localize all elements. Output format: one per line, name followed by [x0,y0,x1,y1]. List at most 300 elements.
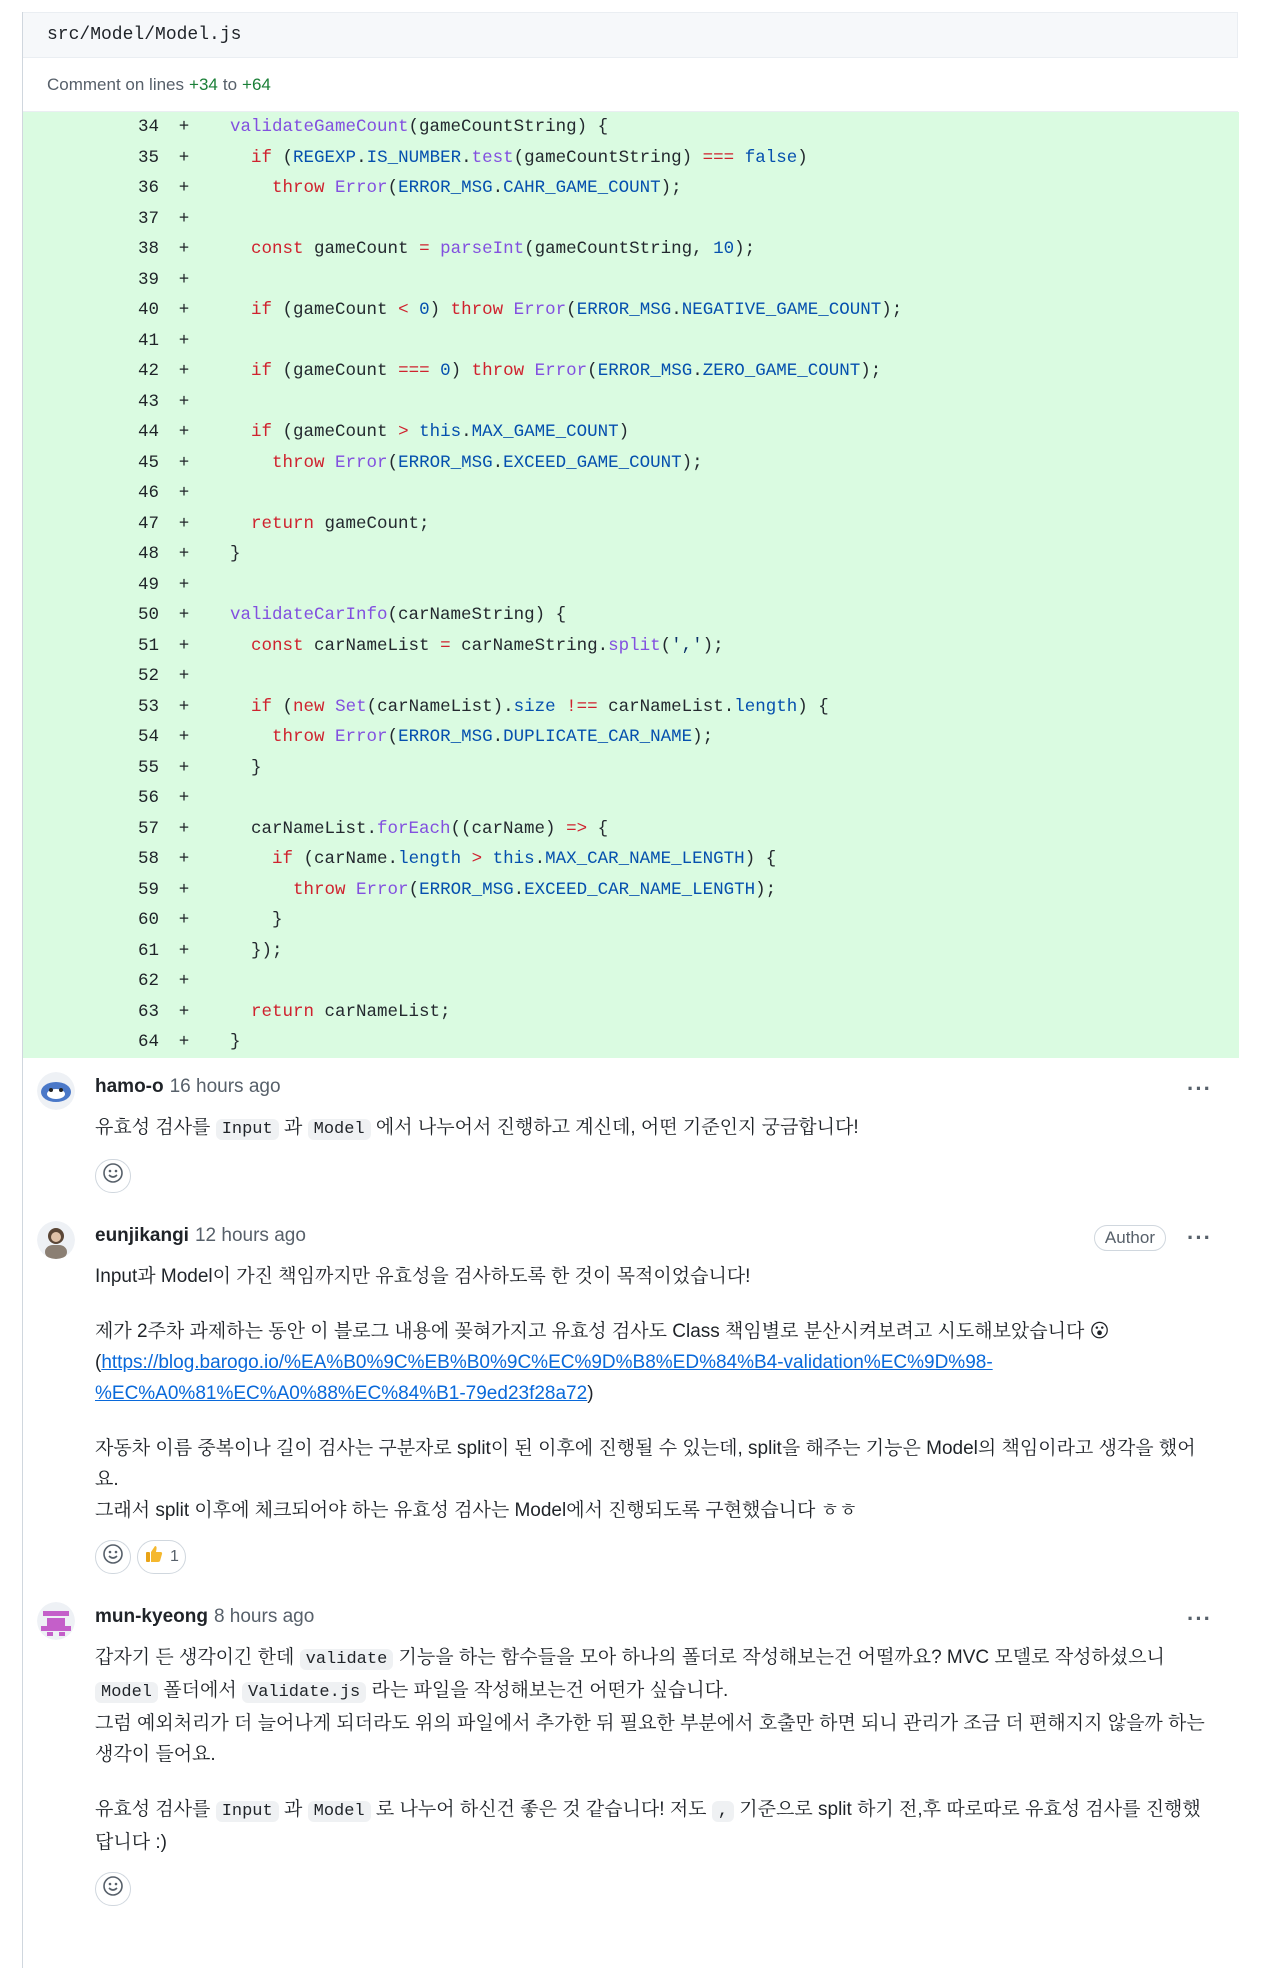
inline-code: Validate.js [242,1682,366,1703]
code-token: CAHR_GAME_COUNT [503,178,661,199]
code-token: if [251,300,273,321]
code-token: carNameString. [450,635,609,656]
code-token: ERROR_MSG [597,361,693,382]
code-token: ); [692,727,714,748]
code-token: } [209,910,283,931]
code-token: split [608,635,661,656]
line-number[interactable]: 64 [137,1032,159,1053]
add-reaction-button[interactable] [95,1540,131,1574]
comment-paragraph [95,1433,1208,1526]
line-number[interactable]: 55 [137,757,159,778]
code-token: ',' [671,635,703,656]
diff-line [23,600,1239,631]
code-content [209,1002,451,1022]
code-token: const [251,239,304,260]
diff-line [23,326,1239,357]
diff-line [23,661,1239,692]
code-token: length [398,849,462,870]
diff-addition-marker: + [178,1001,190,1022]
thumbs-up-icon [144,1544,164,1569]
diff-addition-marker: + [178,605,190,626]
code-token: ( [387,727,399,748]
diff-addition-marker: + [178,849,190,870]
diff-line [23,509,1239,540]
code-token: ); [734,239,756,260]
thumbs-up-reaction[interactable] [137,1540,186,1574]
code-token: < [398,300,409,321]
code-token: 0 [440,361,451,382]
diff-addition-marker: + [178,788,190,809]
code-token: length [734,696,798,717]
code-token [209,148,251,168]
code-token: return [251,1001,315,1022]
external-link[interactable]: https://blog.barogo.io/%EA%B0%9C%EB%B0%9C%EC%9D%B8%ED%84%B4-validation%EC%9D%98-%EC%A0%81%EC%A0%88%EC%84%B1-79ed23f28a72 [95,1351,993,1404]
code-token: ERROR_MSG [398,727,493,748]
code-token: (gameCount [272,361,399,382]
code-token: DUPLICATE_CAR_NAME [503,727,693,748]
review-comment [23,1219,1238,1574]
code-token: !== [566,696,598,717]
code-token: (carName. [293,849,399,870]
avatar[interactable] [37,1602,75,1640]
code-token: if [251,361,273,382]
code-token [524,361,535,381]
code-token: Error [356,879,409,900]
comment-paragraph [95,1642,1208,1770]
smiley-icon [102,1543,124,1570]
line-number[interactable]: 40 [137,300,159,321]
code-token [482,849,493,869]
line-number[interactable]: 58 [137,849,159,870]
code-token [461,849,472,869]
diff-line [23,631,1239,662]
code-token: . [671,300,682,321]
code-token: IS_NUMBER [366,147,462,168]
code-token: ERROR_MSG [419,879,514,900]
code-token: . [492,727,504,748]
line-number[interactable]: 35 [137,147,159,168]
comment-timestamp[interactable]: 8 hours ago [213,1605,315,1627]
diff-addition-marker: + [178,147,190,168]
code-token: ); [660,178,682,199]
code-token [209,849,272,869]
diff-addition-marker: + [178,483,190,504]
code-token: 10 [713,239,735,260]
comment-text: Input과 Model이 가진 책임까지만 유효성을 검사하도록 한 것이 목적이었습니다! [95,1265,751,1287]
code-token: throw [450,300,504,321]
code-token: ERROR_MSG [576,300,672,321]
comment-text: 자동차 이름 중복이나 길이 검사는 구분자로 split이 된 이후에 진행될 수 있는데, split을 해주는 기능은 Model의 책임이라고 생각을 했어요. [95,1437,1196,1490]
code-token: const [251,635,304,656]
code-token: NEGATIVE_GAME_COUNT [681,300,882,321]
more-options-icon[interactable]: ··· [1187,1605,1212,1631]
code-token [346,880,357,900]
more-options-icon[interactable]: ··· [1187,1075,1212,1101]
code-token: 0 [419,300,430,321]
diff-addition-marker: + [178,910,190,931]
diff-line [23,905,1239,936]
code-content [209,544,241,564]
comment-paragraph [95,1794,1208,1858]
code-token: } [209,544,241,565]
comment-author[interactable]: hamo-o [95,1075,164,1097]
inline-code: Model [308,1119,371,1140]
code-token: this [492,849,535,870]
line-number[interactable]: 49 [137,574,159,595]
code-token: carNameList [303,635,441,656]
line-number[interactable]: 48 [137,544,159,565]
line-number[interactable]: 39 [137,269,159,290]
code-token: > [471,849,483,870]
code-token: size [513,696,556,717]
diff-addition-marker: + [178,422,190,443]
comment-text: 로 나누어 하신건 좋은 것 같습니다! 저도 [370,1798,712,1820]
comment-text: 기능을 하는 함수들을 모아 하나의 폴더로 작성해보는건 어떨까요? MVC 모델로 작성하셨으니 [393,1646,1165,1668]
diff-addition-marker: + [178,117,190,138]
diff-addition-marker: + [178,879,190,900]
line-number[interactable]: 44 [137,422,159,443]
line-range-start: +34 [189,74,218,94]
code-content [209,697,829,717]
inline-code: Input [216,1801,279,1822]
line-number[interactable]: 34 [137,117,159,138]
code-token: if [251,147,273,168]
code-token: MAX_CAR_NAME_LENGTH [545,849,745,870]
line-number[interactable]: 46 [137,483,159,504]
code-token: ( [660,635,672,656]
diff-addition-marker: + [178,452,190,473]
comment-on-lines [23,58,1238,112]
code-token: (gameCountString) [513,147,703,168]
comment-text: 과 [278,1116,308,1138]
code-token: throw [293,879,346,900]
code-token: Error [534,361,588,382]
code-token: (carNameList). [366,696,514,717]
comment-text: 갑자기 든 생각이긴 한데 [95,1646,300,1668]
code-token [325,727,336,747]
review-thread [22,12,1238,1968]
diff-line [23,936,1239,967]
add-reaction-button[interactable] [95,1872,131,1906]
code-content [209,910,283,930]
diff-addition-marker: + [178,635,190,656]
code-token: } [209,757,262,778]
diff-addition-marker: + [178,757,190,778]
comment-paragraph [95,1112,1208,1145]
code-token: ( [387,178,399,199]
reaction-count: 1 [170,1547,179,1565]
line-number[interactable]: 62 [137,971,159,992]
comment-text: 그래서 split 이후에 체크되어야 하는 유효성 검사는 Model에서 진행되도록 구현했습니다 ㅎㅎ [95,1499,858,1521]
code-content [209,178,682,198]
diff-line [23,997,1239,1028]
code-token [209,605,230,625]
code-token: validateCarInfo [230,605,388,626]
line-number[interactable]: 54 [137,727,159,748]
comment-timestamp[interactable]: 16 hours ago [169,1075,281,1097]
review-comment [23,1600,1238,1906]
line-number[interactable]: 41 [137,330,159,351]
line-number[interactable]: 50 [137,605,159,626]
comment-header [95,1600,1238,1634]
code-token: if [251,696,273,717]
line-range-end: +64 [242,74,271,94]
comment-author[interactable]: mun-kyeong [95,1605,208,1627]
line-number[interactable]: 60 [137,910,159,931]
code-token [209,422,251,442]
code-token [325,453,336,473]
code-token: ) { [744,849,777,870]
diff-addition-marker: + [178,666,190,687]
line-number[interactable]: 37 [137,208,159,229]
code-token: ); [881,300,903,321]
code-token: ( [587,361,598,382]
line-number[interactable]: 45 [137,452,159,473]
code-token: if [272,849,294,870]
line-number[interactable]: 57 [137,818,159,839]
code-content [209,148,808,168]
line-number[interactable]: 56 [137,788,159,809]
comment-body [95,1642,1238,1858]
code-content [209,300,902,320]
code-token [325,178,336,198]
code-token: Error [335,727,388,748]
code-token: ( [566,300,577,321]
line-number[interactable]: 52 [137,666,159,687]
code-token [734,148,745,168]
code-token [209,697,251,717]
line-number[interactable]: 36 [137,178,159,199]
code-token: === [398,361,430,382]
code-token [409,422,420,442]
code-token [209,1002,251,1022]
code-token: ); [755,879,777,900]
code-token: ( [272,147,294,168]
code-token: Error [335,452,388,473]
code-token: (gameCountString, [524,239,714,260]
code-token: ) { [797,696,829,717]
code-content [209,453,703,473]
inline-code: validate [300,1649,394,1670]
code-token: (gameCount [272,422,399,443]
line-number[interactable]: 63 [137,1001,159,1022]
code-token: = [419,239,430,260]
comment-text: ( [95,1351,102,1373]
diff-addition-marker: + [178,544,190,565]
diff-addition-marker: + [178,391,190,412]
avatar[interactable] [37,1072,75,1110]
diff-addition-marker: + [178,940,190,961]
line-number[interactable]: 53 [137,696,159,717]
code-content [209,636,724,656]
diff-line [23,1027,1239,1058]
add-reaction-button[interactable] [95,1159,131,1193]
diff-line [23,173,1239,204]
comment-paragraph [95,1316,1208,1409]
comment-text: 과 [278,1798,308,1820]
code-content [209,605,566,625]
code-token: throw [272,178,325,199]
code-token: Error [335,178,388,199]
code-content [209,422,629,442]
line-number[interactable]: 42 [137,361,159,382]
comment-text: 제가 2주차 과제하는 동안 이 블로그 내용에 꽂혀가지고 유효성 검사도 Class 책임별로 분산시켜보려고 시도해보았습니다 😮 [95,1320,1110,1342]
diff-addition-marker: + [178,971,190,992]
file-path[interactable]: src/Model/Model.js [47,25,242,45]
code-token [430,239,441,259]
author-badge: Author [1094,1225,1166,1251]
code-token: (carNameString) { [387,605,567,626]
diff-line [23,234,1239,265]
more-options-icon[interactable]: ··· [1187,1224,1212,1250]
code-token: REGEXP [293,147,357,168]
diff-addition-marker: + [178,696,190,717]
diff-line [23,753,1239,784]
code-content [209,880,776,900]
code-token: . [534,849,546,870]
comment-timestamp[interactable]: 12 hours ago [194,1224,306,1246]
code-token [209,636,251,656]
line-number[interactable]: 47 [137,513,159,534]
code-token: (gameCountString) { [408,117,609,138]
code-content [209,758,262,778]
code-content [209,514,430,534]
review-comment [23,1070,1238,1193]
code-token: EXCEED_GAME_COUNT [503,452,682,473]
comment-text: 그럼 예외처리가 더 늘어나게 되더라도 위의 파일에서 추가한 뒤 필요한 부분에서 호출만 하면 되니 관리가 조금 더 편해지지 않을까 하는 생각이 들어요. [95,1712,1205,1765]
diff-line [23,722,1239,753]
comment-body [95,1112,1238,1145]
diff-addition-marker: + [178,1032,190,1053]
diff-line [23,570,1239,601]
code-token: carNameList; [314,1001,451,1022]
code-token: . [492,178,504,199]
code-token: ( [387,452,399,473]
diff-line [23,966,1239,997]
comment-header [95,1070,1238,1104]
code-token: (gameCount [272,300,399,321]
diff-addition-marker: + [178,300,190,321]
code-token: gameCount; [314,513,430,534]
diff-line [23,387,1239,418]
code-token: return [251,513,315,534]
diff-addition-marker: + [178,727,190,748]
comment-text: 유효성 검사를 [95,1116,216,1138]
inline-code: , [712,1801,734,1822]
avatar[interactable] [37,1221,75,1259]
diff-addition-marker: + [178,239,190,260]
code-token: test [471,147,514,168]
comment-paragraph [95,1261,1208,1292]
comment-text: 폴더에서 [158,1679,242,1701]
code-token: ((carName) [450,818,567,839]
comment-text: 라는 파일을 작성해보는건 어떤가 싶습니다. [366,1679,729,1701]
code-token [209,880,293,900]
line-number[interactable]: 61 [137,940,159,961]
code-token: . [492,452,504,473]
reaction-bar [95,1872,1238,1906]
diff-addition-marker: + [178,818,190,839]
code-token [209,361,251,381]
diff-addition-marker: + [178,330,190,351]
diff-line [23,204,1239,235]
code-token [556,697,567,717]
line-number[interactable]: 38 [137,239,159,260]
diff-line [23,783,1239,814]
diff-addition-marker: + [178,269,190,290]
comment-text: 기준으로 split 하기 전,후 따로따로 유효성 검사를 진행했답니다 :) [95,1798,1201,1853]
code-token: = [440,635,451,656]
line-number[interactable]: 43 [137,391,159,412]
code-token: ); [702,635,724,656]
code-token: throw [471,361,525,382]
code-content [209,941,283,961]
code-token [209,453,272,473]
comment-list [23,1070,1238,1906]
code-token [430,361,441,381]
code-token [209,117,230,137]
smiley-icon [102,1875,124,1902]
code-token: new [293,696,325,717]
code-token: . [356,147,367,168]
code-token: ) [618,422,630,443]
code-token: }); [209,940,283,961]
diff-line [23,875,1239,906]
inline-code: Input [216,1119,279,1140]
diff-addition-marker: + [178,574,190,595]
diff-addition-marker: + [178,208,190,229]
code-token: ); [681,452,703,473]
code-token: validateGameCount [230,117,409,138]
code-token [209,514,251,534]
code-content [209,819,608,839]
comment-on-prefix: Comment on lines [47,74,185,94]
code-content [209,727,713,747]
code-token: ERROR_MSG [398,452,493,473]
diff-addition-marker: + [178,513,190,534]
code-token: throw [272,452,325,473]
code-token: > [398,422,409,443]
diff-line [23,539,1239,570]
diff-line [23,112,1239,143]
code-content [209,117,608,137]
comment-text: ) [587,1382,594,1404]
code-token: . [513,879,525,900]
code-token: carNameList. [209,818,378,839]
diff-line [23,448,1239,479]
diff-line [23,478,1239,509]
code-token: . [461,422,472,443]
diff-line [23,356,1239,387]
code-token: === [702,147,735,168]
reaction-bar [95,1540,1238,1574]
code-token: => [566,818,588,839]
code-token: } [209,1032,241,1053]
code-token [209,727,272,747]
line-number[interactable]: 59 [137,879,159,900]
line-range-to: to [222,74,238,94]
code-token: ) [450,361,472,382]
diff-line [23,844,1239,875]
code-content [209,1032,241,1052]
code-token [325,697,336,717]
code-token: this [419,422,462,443]
diff-line [23,692,1239,723]
file-header [23,12,1238,58]
code-token: Error [513,300,567,321]
line-number[interactable]: 51 [137,635,159,656]
comment-author[interactable]: eunjikangi [95,1224,189,1246]
